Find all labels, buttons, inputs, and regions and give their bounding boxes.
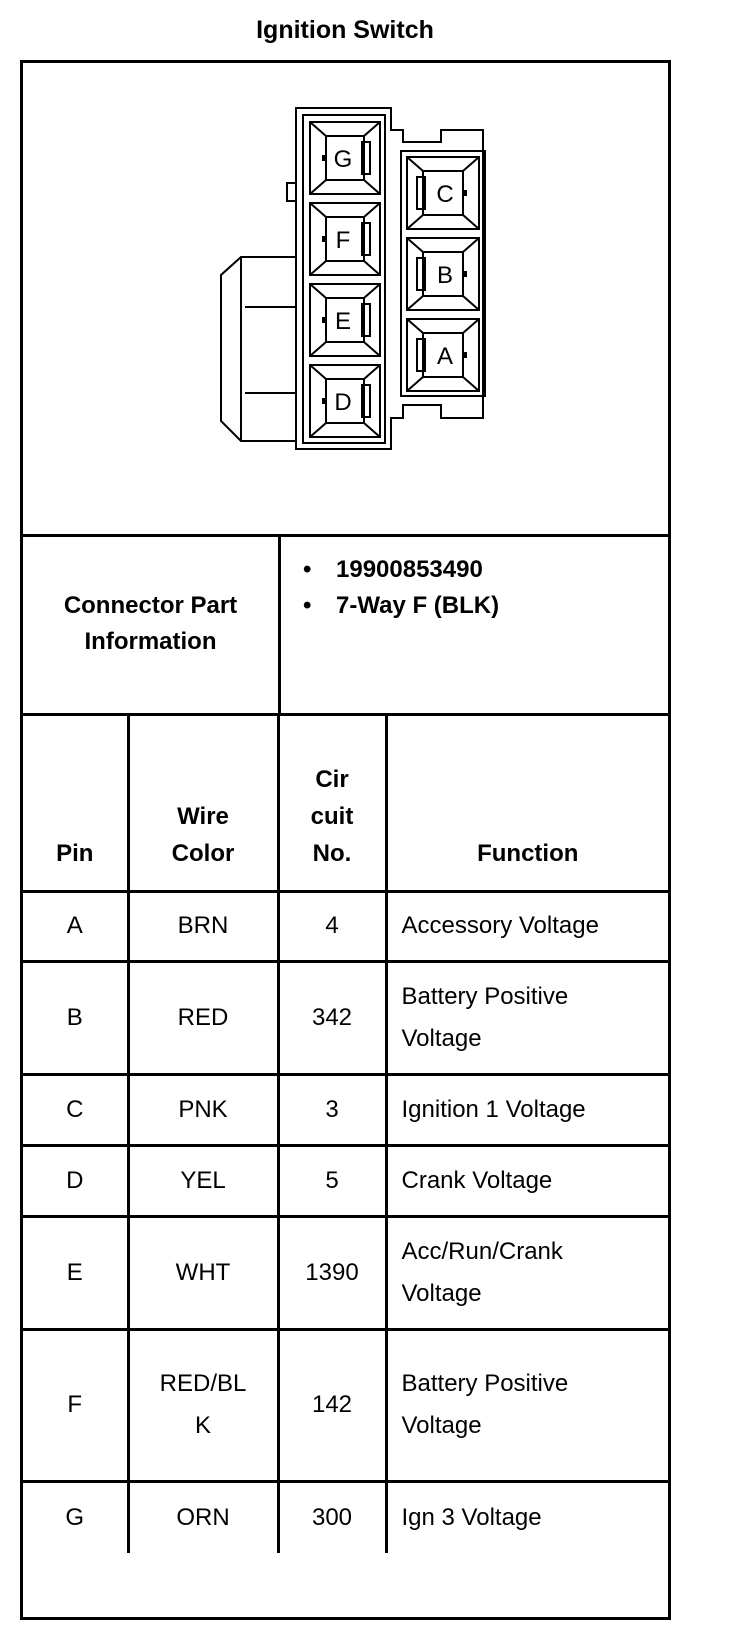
connector-description: 7-Way F (BLK): [336, 592, 500, 619]
pinout-table: [23, 713, 668, 1553]
function-cell: Acc/Run/Crank Voltage: [386, 1216, 668, 1329]
pin-cell: G: [23, 1481, 128, 1553]
table-row: [23, 1329, 668, 1481]
connector-part-label: [23, 534, 281, 713]
pin-cell: B: [23, 961, 128, 1074]
circuit-cell: 142: [278, 1329, 386, 1481]
circuit-cell: 1390: [278, 1216, 386, 1329]
cavity-label: F: [335, 227, 351, 254]
circuit-cell: 5: [278, 1145, 386, 1216]
cavity-label: E: [334, 308, 352, 335]
function-cell: Accessory Voltage: [386, 891, 668, 961]
wire-color-cell: RED/BLK: [128, 1329, 278, 1481]
wire-color-cell: ORN: [128, 1481, 278, 1553]
part-info-list: [281, 552, 499, 624]
table-row: [23, 1216, 668, 1329]
table-row: [23, 891, 668, 961]
circuit-cell: 3: [278, 1074, 386, 1145]
page-title: Ignition Switch: [256, 16, 434, 44]
cavity-label: B: [436, 262, 454, 289]
function-cell: Battery Positive Voltage: [386, 961, 668, 1074]
function-cell: Crank Voltage: [386, 1145, 668, 1216]
connector-part-label-text: Connector Part Information: [63, 591, 238, 655]
cavity-label: G: [333, 146, 353, 173]
pin-cell: E: [23, 1216, 128, 1329]
bullet-icon: •: [303, 556, 312, 583]
table-header-row: [23, 713, 668, 891]
cavity-g: [310, 122, 380, 194]
table-row: [23, 1074, 668, 1145]
circuit-cell: 342: [278, 961, 386, 1074]
wire-color-cell: WHT: [128, 1216, 278, 1329]
circuit-cell: 4: [278, 891, 386, 961]
pin-cell: A: [23, 891, 128, 961]
cavity-a: [407, 319, 479, 391]
cavity-label: C: [436, 181, 454, 208]
function-cell: Ign 3 Voltage: [401, 1503, 542, 1531]
connector-diagram: [23, 63, 668, 537]
part-info-item: [281, 552, 499, 588]
cavity-b: [407, 238, 479, 310]
bullet-icon: •: [303, 592, 312, 619]
table-row: [23, 961, 668, 1074]
table-row: [23, 1481, 668, 1553]
cavity-e: [310, 284, 380, 356]
header-wire-color: Wire Color: [128, 713, 278, 891]
connector-info-panel: [20, 60, 671, 1620]
pin-cell: C: [23, 1074, 128, 1145]
table-row: [23, 1145, 668, 1216]
wire-color-cell: RED: [128, 961, 278, 1074]
circuit-cell: 300: [278, 1481, 386, 1553]
cavity-label: A: [436, 343, 454, 370]
pin-cell: F: [23, 1329, 128, 1481]
header-circuit: Cir cuit No.: [278, 713, 386, 891]
cavity-d: [310, 365, 380, 437]
wire-color-cell: BRN: [128, 891, 278, 961]
connector-face-drawing: [23, 63, 668, 534]
pin-cell: D: [23, 1145, 128, 1216]
cavity-label: D: [334, 389, 352, 416]
function-cell: Ignition 1 Voltage: [386, 1074, 668, 1145]
cavity-f: [310, 203, 380, 275]
cavity-c: [407, 157, 479, 229]
wire-color-cell: YEL: [128, 1145, 278, 1216]
header-pin: Pin: [23, 713, 128, 891]
part-number: 19900853490: [336, 556, 483, 583]
header-function: Function: [386, 713, 668, 891]
function-cell: Battery Positive Voltage: [386, 1329, 668, 1481]
connector-part-row: [23, 534, 668, 716]
wire-color-cell: PNK: [128, 1074, 278, 1145]
part-info-item: [281, 588, 499, 624]
